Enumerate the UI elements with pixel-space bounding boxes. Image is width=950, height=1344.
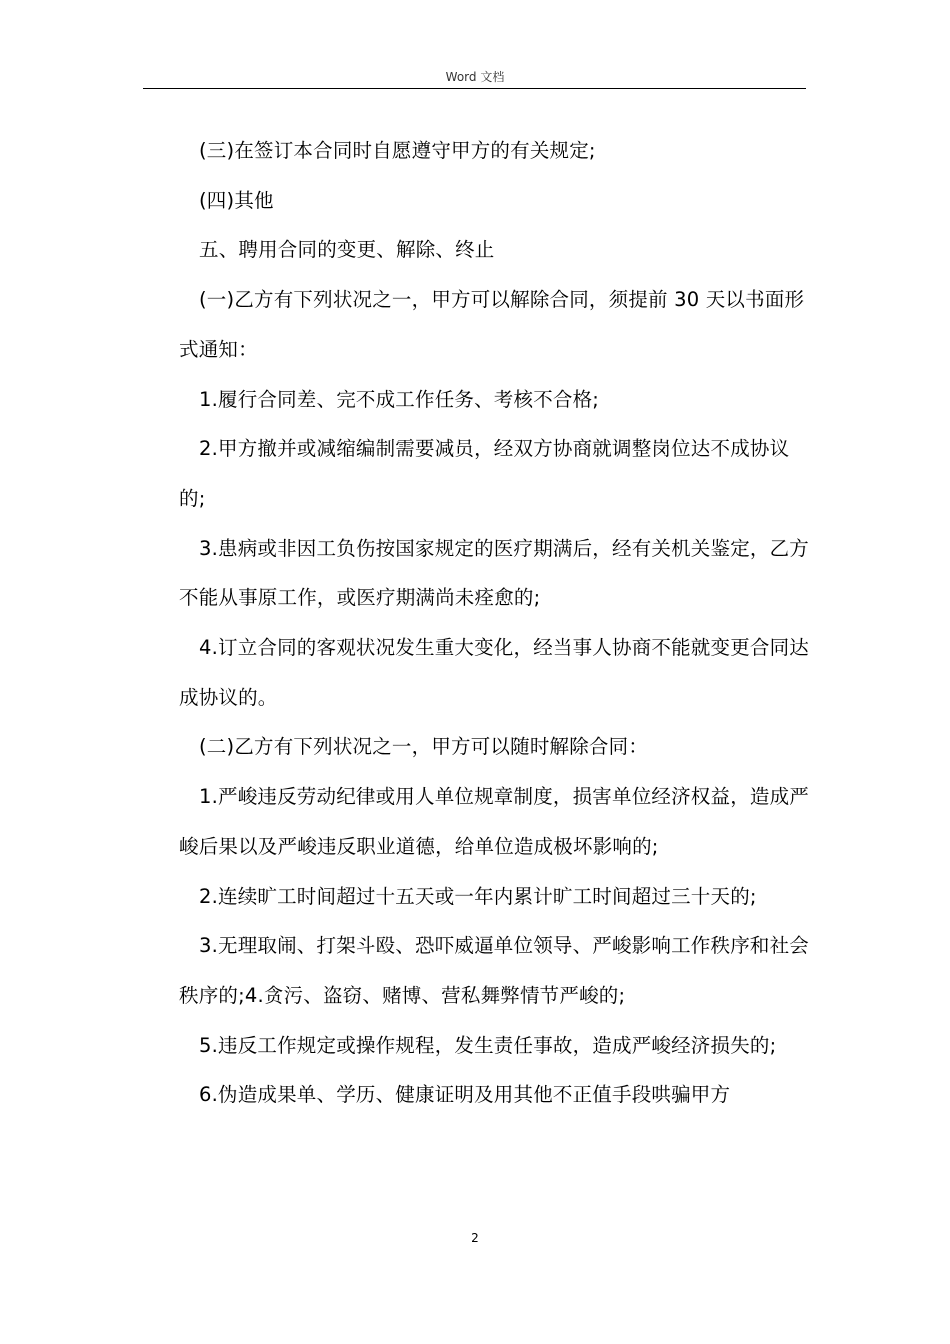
paragraph: 2.连续旷工时间超过十五天或一年内累计旷工时间超过三十天的; bbox=[199, 884, 757, 908]
paragraph: (一)乙方有下列状况之一，甲方可以解除合同，须提前 30 天以书面形式通知： bbox=[179, 288, 805, 361]
header-divider bbox=[143, 88, 806, 89]
paragraph: 2.甲方撤并或减缩编制需要减员，经双方协商就调整岗位达不成协议的; bbox=[179, 437, 790, 510]
section-heading: 五、聘用合同的变更、解除、终止 bbox=[199, 238, 495, 262]
paragraph: (二)乙方有下列状况之一，甲方可以随时解除合同： bbox=[199, 735, 649, 759]
paragraph: 3.患病或非因工负伤按国家规定的医疗期满后，经有关机关鉴定，乙方不能从事原工作，或医疗期满尚未痊愈的; bbox=[179, 536, 810, 610]
paragraph: 4.订立合同的客观状况发生重大变化，经当事人协商不能就变更合同达成协议的。 bbox=[179, 636, 810, 709]
document-body bbox=[179, 126, 809, 1120]
paragraph: 5.违反工作规定或操作规程，发生责任事故，造成严峻经济损失的; bbox=[199, 1033, 777, 1057]
page-number: 2 bbox=[471, 1231, 479, 1245]
paragraph: 1.严峻违反劳动纪律或用人单位规章制度，损害单位经济权益，造成严峻后果以及严峻违反职业道德，给单位造成极坏影响的; bbox=[179, 785, 810, 858]
paragraph: (四)其他 bbox=[199, 188, 274, 212]
paragraph: 3.无理取闹、打架斗殴、恐吓威逼单位领导、严峻影响工作秩序和社会秩序的;4.贪污、盗窃、赌博、营私舞弊情节严峻的; bbox=[179, 934, 810, 1007]
paragraph: 1.履行合同差、完不成工作任务、考核不合格; bbox=[199, 387, 600, 411]
page-header: Word 文档 bbox=[445, 70, 505, 84]
paragraph: 6.伪造成果单、学历、健康证明及用其他不正值手段哄骗甲方 bbox=[199, 1083, 731, 1107]
paragraph: (三)在签订本合同时自愿遵守甲方的有关规定; bbox=[199, 139, 596, 162]
